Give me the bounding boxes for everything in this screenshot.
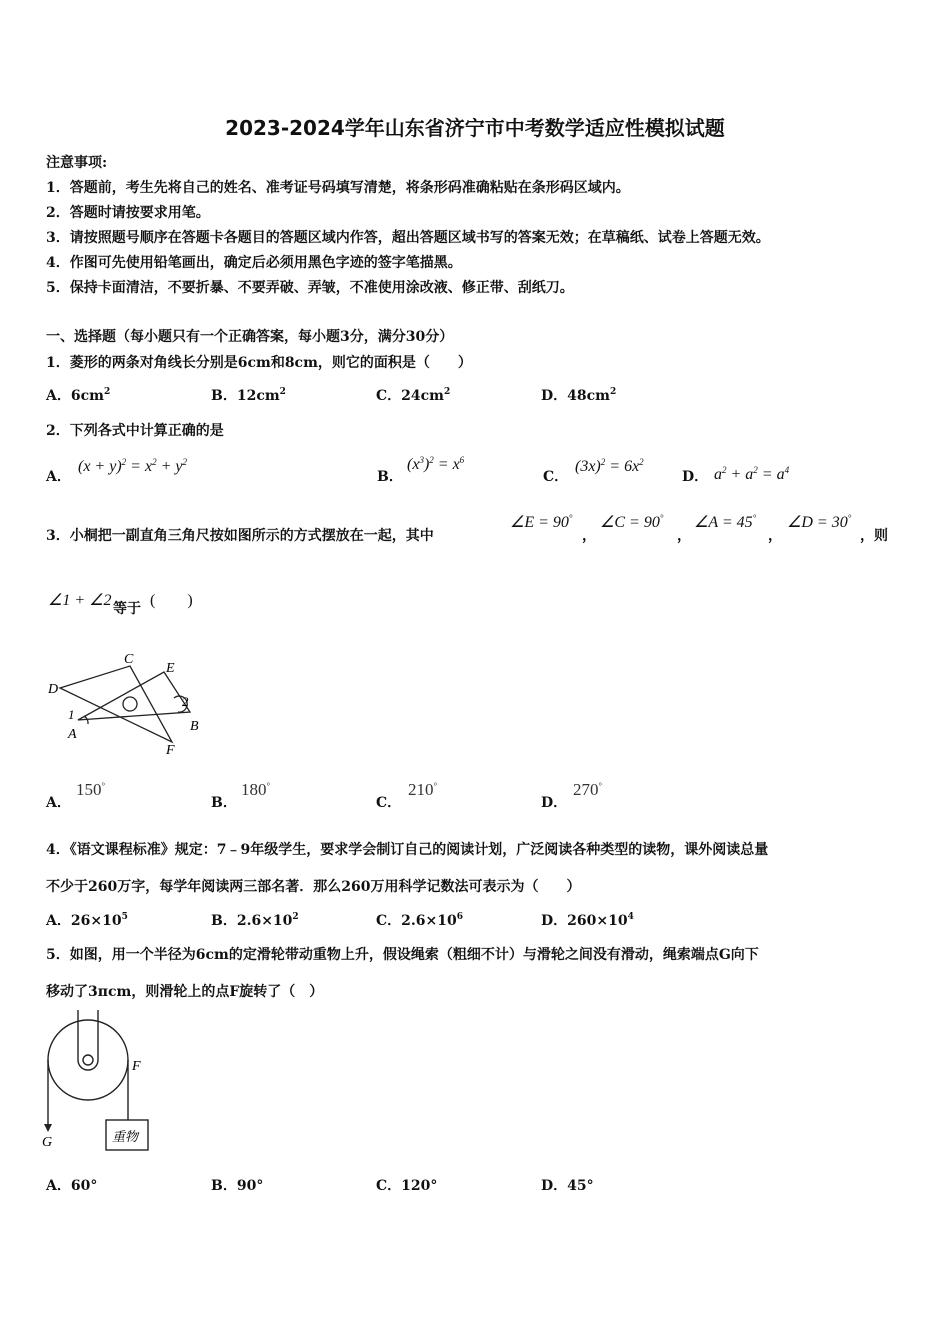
q2-option-b-formula: $(x^3)^2 = x^6$ bbox=[407, 455, 465, 473]
label-g: G bbox=[42, 1135, 53, 1150]
q5-option-d: D．45° bbox=[541, 1178, 594, 1194]
weight-label: 重物 bbox=[112, 1129, 139, 1144]
arrow-down-icon bbox=[44, 1124, 52, 1132]
label-2: 2 bbox=[182, 694, 189, 709]
notice-item: 3．请按照题号顺序在答题卡各题目的答题区域内作答，超出答题区域书写的答案无效；在草稿纸、试卷上答题无效。 bbox=[46, 230, 770, 246]
q1-option-c: C．$24cm^2$ bbox=[376, 387, 451, 404]
q5-option-b: B．90° bbox=[211, 1178, 264, 1194]
q1-option-b: B．$12cm^2$ bbox=[211, 387, 286, 404]
q4-option-a: A．$26\times 10^5$ bbox=[46, 912, 128, 929]
q3-comma: ， bbox=[582, 528, 596, 544]
q3-option-c-label: C． bbox=[376, 795, 402, 811]
q3-option-a-value: 150° bbox=[76, 780, 106, 799]
q4-option-c: C．$2.6\times 10^6$ bbox=[376, 912, 463, 929]
notice-item: 1．答题前，考生先将自己的姓名、准考证号码填写清楚，将条形码准确粘贴在条形码区域内。 bbox=[46, 180, 630, 196]
notice-heading: 注意事项: bbox=[46, 155, 108, 171]
q3-condition-d: ∠D = 30° bbox=[787, 513, 852, 531]
triangle-aeb bbox=[78, 672, 190, 720]
q1-option-a: A．$6cm^2$ bbox=[46, 387, 111, 404]
q3-option-d-label: D． bbox=[541, 795, 568, 811]
q3-comma: ， bbox=[768, 528, 782, 544]
q2-option-a-label: A． bbox=[46, 469, 71, 485]
q3-option-b-value: 180° bbox=[241, 780, 271, 799]
q5-option-c: C．120° bbox=[376, 1178, 438, 1194]
q2-option-a-formula: $(x + y)^2 = x^2 + y^2$ bbox=[78, 457, 187, 475]
question-2-stem: 2．下列各式中计算正确的是 bbox=[46, 423, 224, 439]
q3-option-c-value: 210° bbox=[408, 780, 438, 799]
label-c: C bbox=[124, 652, 134, 667]
q3-condition-e: ∠E = 90° bbox=[510, 513, 573, 531]
q2-option-d-label: D． bbox=[682, 469, 709, 485]
notice-item: 5．保持卡面清洁，不要折暴、不要弄破、弄皱，不准使用涂改液、修正带、刮纸刀。 bbox=[46, 280, 574, 296]
q2-option-d-formula: $a^2 + a^2 = a^4$ bbox=[714, 465, 790, 483]
q3-option-d-value: 270° bbox=[573, 780, 603, 799]
label-e: E bbox=[166, 661, 175, 676]
section-heading: 一、选择题（每小题只有一个正确答案，每小题3分，满分30分） bbox=[46, 329, 454, 345]
q5-pulley-figure bbox=[40, 1008, 155, 1158]
q4-option-b: B．$2.6\times 10^2$ bbox=[211, 912, 299, 929]
right-angle-marker bbox=[123, 697, 137, 711]
pulley-axle bbox=[83, 1055, 93, 1065]
q3-comma: ， bbox=[677, 528, 691, 544]
q3-option-a-label: A． bbox=[46, 795, 71, 811]
question-1-stem: 1．菱形的两条对角线长分别是6cm和8cm，则它的面积是（ ） bbox=[46, 355, 472, 371]
q3-triangles-figure bbox=[42, 646, 212, 762]
question-5-line1: 5．如图，用一个半径为6cm的定滑轮带动重物上升，假设绳索（粗细不计）与滑轮之间没有滑动，绳索端点G向下 bbox=[46, 947, 759, 963]
pulley-wheel bbox=[48, 1020, 128, 1100]
q3-condition-c: ∠C = 90° bbox=[600, 513, 664, 531]
label-b: B bbox=[190, 719, 199, 734]
q4-option-d: D．$260\times 10^4$ bbox=[541, 912, 634, 929]
q3-ask-text: 等于 bbox=[113, 601, 141, 617]
question-5-line2: 移动了3πcm，则滑轮上的点F旋转了（ ） bbox=[46, 984, 324, 1000]
notice-item: 4．作图可先使用铅笔画出，确定后必须用黑色字迹的签字笔描黑。 bbox=[46, 255, 462, 271]
label-a: A bbox=[68, 727, 77, 742]
page-title: 2023-2024学年山东省济宁市中考数学适应性模拟试题 bbox=[225, 116, 725, 140]
label-1: 1 bbox=[68, 707, 75, 722]
q5-option-a: A．60° bbox=[46, 1178, 98, 1194]
q3-option-b-label: B． bbox=[211, 795, 237, 811]
label-f: F bbox=[166, 743, 175, 758]
label-f: F bbox=[132, 1059, 141, 1074]
q3-condition-a: ∠A = 45° bbox=[694, 513, 757, 531]
q3-stem-end: ，则 bbox=[860, 528, 888, 544]
question-4-line2: 不少于260万字，每学年阅读两三部名著．那么260万用科学记数法可表示为（ ） bbox=[46, 879, 581, 895]
notice-item: 2．答题时请按要求用笔。 bbox=[46, 205, 210, 221]
q1-option-d: D．$48cm^2$ bbox=[541, 387, 617, 404]
q3-paren: ( ) bbox=[150, 592, 193, 609]
question-3-stem: 3．小桐把一副直角三角尺按如图所示的方式摆放在一起，其中 bbox=[46, 528, 434, 544]
q2-option-c-formula: $(3x)^2 = 6x^2$ bbox=[575, 457, 644, 475]
question-4-line1: 4．《语文课程标准》规定：7﹣9年级学生，要求学会制订自己的阅读计划，广泛阅读各种类型的读物，课外阅读总量 bbox=[46, 842, 769, 858]
q2-option-c-label: C． bbox=[543, 469, 569, 485]
label-d: D bbox=[48, 682, 59, 697]
q2-option-b-label: B． bbox=[377, 469, 403, 485]
q3-ask-expression: ∠1 + ∠2 bbox=[48, 592, 112, 609]
